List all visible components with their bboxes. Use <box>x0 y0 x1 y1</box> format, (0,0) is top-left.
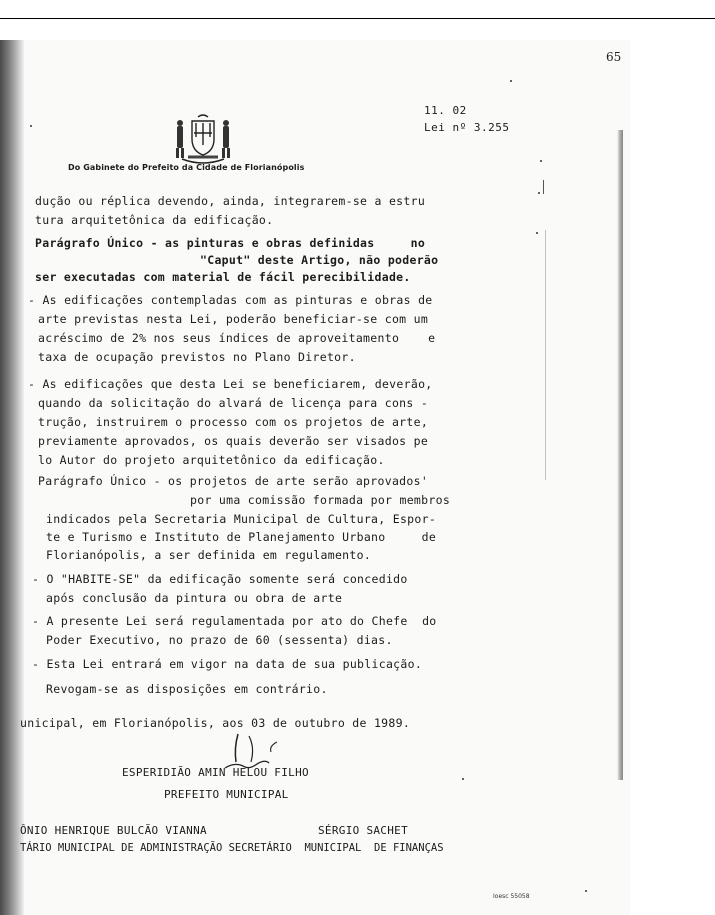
body-line: acréscimo de 2% nos seus índices de aproveitamento e <box>38 331 436 345</box>
body-line: ser executadas com material de fácil perecibilidade. <box>35 270 411 284</box>
body-line: Parágrafo Único - as pinturas e obras definidas no <box>35 236 426 250</box>
body-line: - As edificações contempladas com as pinturas e obras de <box>28 293 433 307</box>
scan-mark <box>545 230 546 480</box>
body-line: Revogam-se as disposições em contrário. <box>46 682 328 696</box>
body-line: Florianópolis, a ser definida em regulamento. <box>46 548 372 562</box>
scan-speck <box>538 192 540 194</box>
body-line: - As edificações que desta Lei se beneficiarem, deverão, <box>28 377 433 391</box>
body-line: tura arquitetônica da edificação. <box>35 213 274 227</box>
body-line: dução ou réplica devendo, ainda, integrarem-se a estru <box>35 194 426 208</box>
body-line: Parágrafo Único - os projetos de arte serão aprovados' <box>38 474 429 488</box>
binding-shadow <box>0 40 24 915</box>
closing-line: unicipal, em Florianópolis, aos 03 de outubro de 1989. <box>20 716 411 730</box>
scan-speck <box>462 778 464 780</box>
body-line: após conclusão da pintura ou obra de arte <box>46 591 343 605</box>
scan-speck <box>540 160 542 162</box>
body-line: indicados pela Secretaria Municipal de Cultura, Espor- <box>46 512 437 526</box>
scan-mark <box>543 180 544 194</box>
handwritten-signature <box>205 732 295 792</box>
page-number: 65 <box>606 50 622 64</box>
body-line: - Esta Lei entrará em vigor na data de sua publicação. <box>32 657 423 671</box>
body-line: quando da solicitação do alvará de licença para cons - <box>38 396 429 410</box>
scan-speck <box>30 125 32 127</box>
body-line: "Caput" deste Artigo, não poderão <box>200 253 439 267</box>
mayor-name: ESPERIDIÃO AMIN HELOU FILHO <box>122 766 309 779</box>
secretary-admin-name: ÔNIO HENRIQUE BULCÃO VIANNA <box>20 824 207 837</box>
body-line: taxa de ocupação previstos no Plano Diretor. <box>38 350 356 364</box>
scan-speck <box>536 232 538 234</box>
printer-stamp: Ioesc 55058 <box>493 893 530 900</box>
body-line: te e Turismo e Instituto de Planejamento Urbano de <box>46 530 437 544</box>
body-line: Poder Executivo, no prazo de 60 (sessenta) dias. <box>46 633 393 647</box>
page-edge-shadow <box>617 130 623 780</box>
body-line: arte previstas nesta Lei, poderão beneficiar-se com um <box>38 312 429 326</box>
body-line: - A presente Lei será regulamentada por ato do Chefe do <box>32 614 437 628</box>
law-number: Lei nº 3.255 <box>424 121 510 134</box>
coat-of-arms-icon <box>168 113 238 165</box>
scan-speck <box>585 890 587 892</box>
body-line: por uma comissão formada por membros <box>190 493 451 507</box>
reference-number: 11. 02 <box>424 104 467 117</box>
secretary-titles: TÁRIO MUNICIPAL DE ADMINISTRAÇÃO SECRETÁRIO MUNICIPAL DE FINANÇAS <box>20 842 444 854</box>
secretary-finance-name: SÉRGIO SACHET <box>318 824 408 837</box>
body-line: - O "HABITE-SE" da edificação somente será concedido <box>32 572 408 586</box>
top-rule <box>0 18 715 19</box>
body-line: lo Autor do projeto arquitetônico da edificação. <box>38 453 385 467</box>
office-heading: Do Gabinete do Prefeito da Cidade de Florianópolis <box>68 163 305 172</box>
mayor-title: PREFEITO MUNICIPAL <box>164 788 289 801</box>
body-line: previamente aprovados, os quais deverão ser visados pe <box>38 434 429 448</box>
body-line: trução, instruirem o processo com os projetos de arte, <box>38 415 429 429</box>
scan-speck <box>510 80 512 82</box>
